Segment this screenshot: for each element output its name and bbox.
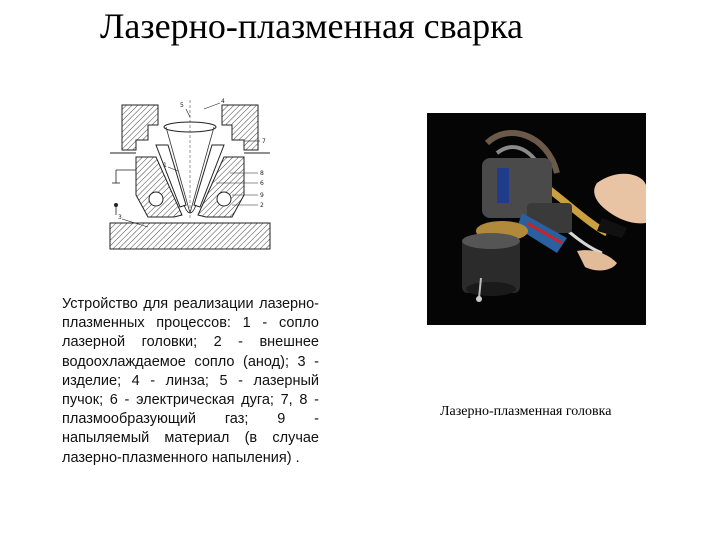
housing-right (222, 105, 258, 150)
cooling-channel-left (149, 192, 163, 206)
diagram-label-9: 9 (260, 192, 264, 199)
laser-plasma-head-photo (427, 113, 646, 325)
diagram-label-7: 7 (262, 138, 266, 145)
diagram-label-2: 2 (260, 202, 264, 209)
diagram-label-6: 6 (260, 180, 264, 187)
photo-caption: Лазерно-плазменная головка (440, 404, 612, 419)
housing-left (122, 105, 158, 150)
cooling-channel-right (217, 192, 231, 206)
device-description: Устройство для реализации лазерно-плазменных процессов: 1 - сопло лазерной головки; 2 - внешнее водоохлаждаемое сопло (анод); 3 - изделие; 4 - линза; 5 - лазерный пучок; 6 - электрическая дуга; 7, 8 - плазмообразующий газ; 9 - напыляемый материал (в случае лазерно-плазменного напыления) . (62, 296, 319, 466)
laser-plasma-device-diagram (108, 95, 273, 255)
diagram-label-3: 3 (118, 214, 122, 221)
diagram-label-4: 4 (221, 98, 225, 105)
diagram-label-8: 8 (260, 170, 264, 177)
workpiece (110, 223, 270, 249)
slide-title: Лазерно-плазменная сварка (100, 6, 523, 46)
diagram-label-1: 1 (163, 162, 167, 169)
diagram-label-5: 5 (180, 102, 184, 109)
